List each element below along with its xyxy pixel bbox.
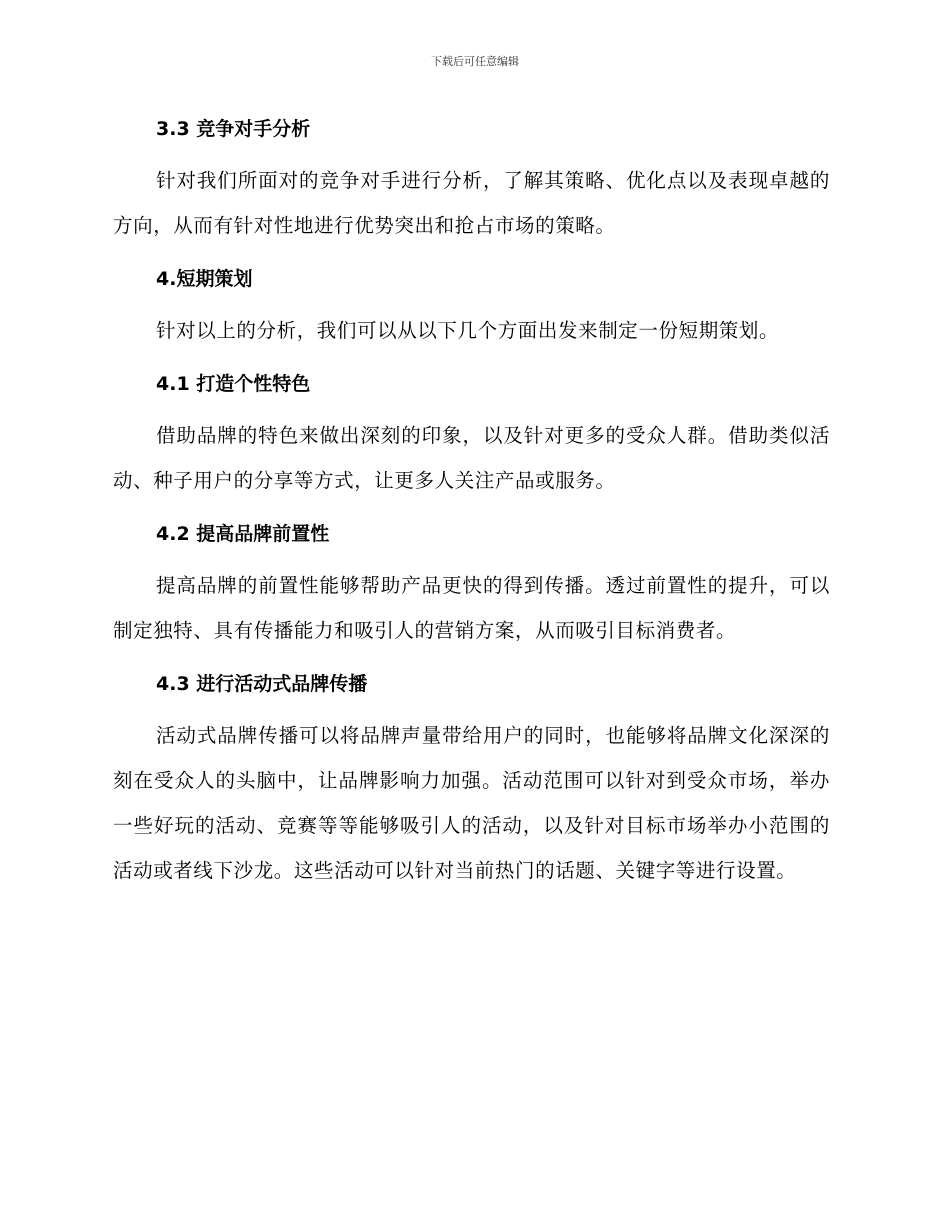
document-body [113, 112, 830, 893]
section-paragraph-3-3: 针对我们所面对的竞争对手进行分析，了解其策略、优化点以及表现卓越的方向，从而有针对性地进行优势突出和抢占市场的策略。 [113, 169, 830, 237]
section-paragraph-4-2: 提高品牌的前置性能够帮助产品更快的得到传播。透过前置性的提升，可以制定独特、具有传播能力和吸引人的营销方案，从而吸引目标消费者。 [113, 574, 830, 642]
section-paragraph-4-1: 借助品牌的特色来做出深刻的印象，以及针对更多的受众人群。借助类似活动、种子用户的分享等方式，让更多人关注产品或服务。 [113, 424, 830, 492]
section-heading-4: 4.短期策划 [156, 268, 253, 290]
section-paragraph-4: 针对以上的分析，我们可以从以下几个方面出发来制定一份短期策划。 [156, 319, 780, 342]
section-heading-4-1: 4.1 打造个性特色 [156, 373, 311, 395]
section-heading-3-3: 3.3 竞争对手分析 [156, 118, 311, 140]
section-paragraph-4-3: 活动式品牌传播可以将品牌声量带给用户的同时，也能够将品牌文化深深的刻在受众人的头脑中，让品牌影响力加强。活动范围可以针对到受众市场，举办一些好玩的活动、竞赛等等能够吸引人的活动，以及针对目标市场举办小范围的活动或者线下沙龙。这些活动可以针对当前热门的话题、关键字等进行设置。 [113, 724, 830, 882]
section-heading-4-2: 4.2 提高品牌前置性 [156, 523, 330, 545]
page-header: 下载后可任意编辑 [431, 55, 519, 68]
section-heading-4-3: 4.3 进行活动式品牌传播 [156, 673, 368, 695]
